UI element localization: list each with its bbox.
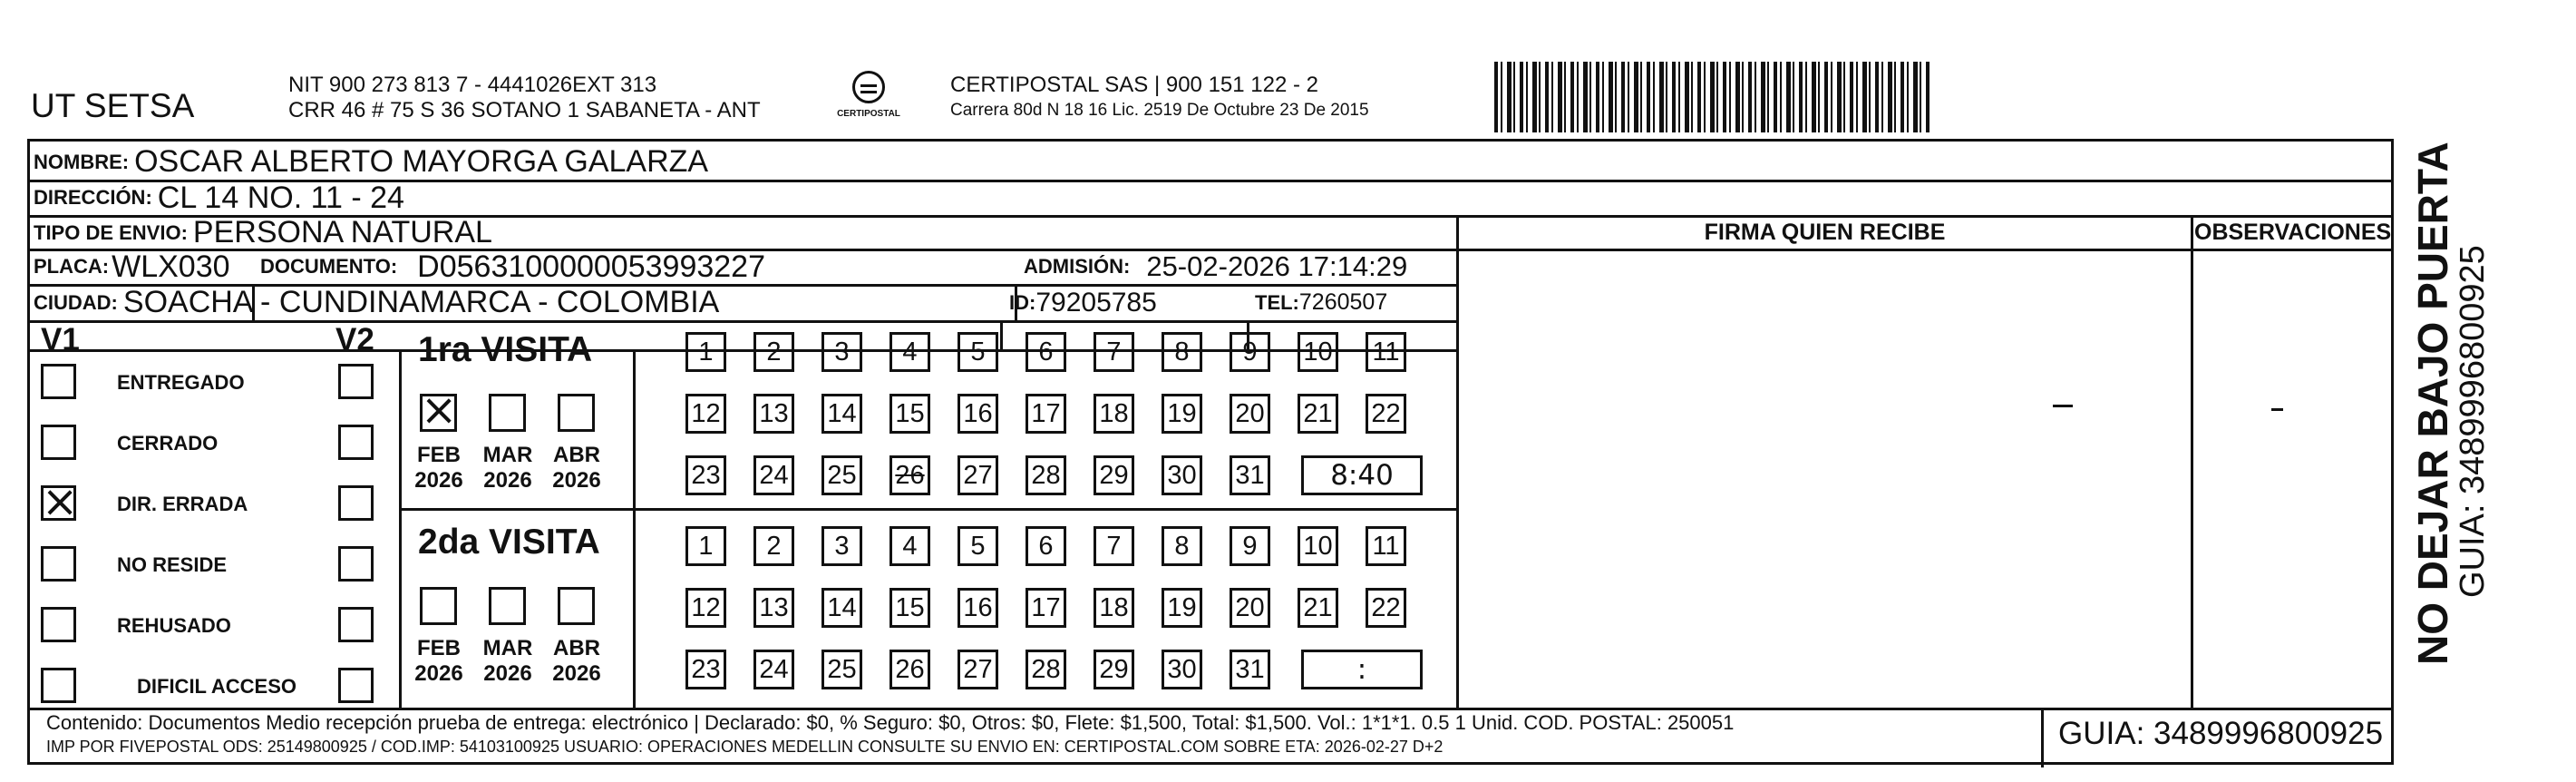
second-visit-day-box[interactable]: 4	[889, 526, 930, 566]
second-visit-day-box[interactable]: 10	[1298, 526, 1338, 566]
first-visit-time-box[interactable]: 8:40	[1301, 455, 1423, 495]
first-visit-title: 1ra VISITA	[418, 330, 593, 369]
second-visit-day-box[interactable]: 15	[889, 588, 930, 628]
admission-value: 25-02-2026 17:14:29	[1146, 250, 1408, 282]
id-label: ID:	[1009, 290, 1036, 314]
company-nit-address	[288, 73, 761, 123]
first-visit-day-box[interactable]: 10	[1298, 332, 1338, 372]
first-visit-day-box[interactable]: 3	[821, 332, 862, 372]
first-visit-day-box[interactable]: 27	[957, 455, 998, 495]
observations-divider	[2191, 215, 2193, 710]
first-visit-day-box[interactable]: 14	[821, 394, 862, 434]
second-visit-month-year	[481, 636, 535, 687]
first-visit-day-box[interactable]: 29	[1094, 455, 1134, 495]
id-divider	[1000, 320, 1003, 351]
second-visit-day-box[interactable]: 25	[821, 650, 862, 689]
tel-value: 7260507	[1298, 289, 1388, 315]
city-label: CIUDAD:	[34, 290, 118, 314]
document-value: D0563100000053993227	[417, 249, 765, 284]
first-visit-day-box[interactable]: 12	[685, 394, 726, 434]
first-visit-year-label: 2026	[552, 468, 601, 493]
first-visit-day-box[interactable]: 6	[1026, 332, 1066, 372]
v1-status-checkbox[interactable]	[41, 425, 76, 460]
first-visit-day-box[interactable]: 17	[1026, 394, 1066, 434]
second-visit-day-box[interactable]: 17	[1026, 588, 1066, 628]
second-visit-title: 2da VISITA	[418, 523, 600, 562]
first-visit-day-box[interactable]: 28	[1026, 455, 1066, 495]
v1-label: V1	[41, 322, 80, 357]
second-visit-year-label: 2026	[414, 661, 463, 686]
barcode	[1494, 62, 1930, 132]
v1-status-checkbox[interactable]	[41, 476, 79, 527]
second-visit-day-box[interactable]: 27	[957, 650, 998, 689]
second-visit-day-box[interactable]: 8	[1162, 526, 1202, 566]
second-visit-day-box[interactable]: 21	[1298, 588, 1338, 628]
delivery-status-label: CERRADO	[117, 432, 219, 455]
observations-title: OBSERVACIONES	[2194, 220, 2392, 245]
second-visit-day-box[interactable]: 11	[1366, 526, 1406, 566]
first-visit-day-box[interactable]: 20	[1230, 394, 1270, 434]
first-visit-day-box[interactable]: 23	[685, 455, 726, 495]
v2-label: V2	[335, 322, 374, 357]
certipostal-logo	[836, 71, 901, 136]
first-visit-day-box[interactable]: 25	[821, 455, 862, 495]
first-visit-month-checkbox[interactable]	[489, 394, 526, 432]
first-visit-month-year	[549, 443, 604, 494]
carrier-name: CERTIPOSTAL SAS | 900 151 122 - 2	[950, 73, 1318, 97]
footer-guide-number: GUIA: 3489996800925	[2058, 716, 2384, 751]
second-visit-day-box[interactable]: 23	[685, 650, 726, 689]
second-visit-month-label: MAR	[482, 636, 533, 660]
logo-text: CERTIPOSTAL	[837, 109, 900, 119]
second-visit-month-checkbox[interactable]	[489, 587, 526, 625]
signature-divider	[1456, 215, 1459, 710]
company-address: CRR 46 # 75 S 36 SOTANO 1 SABANETA - ANT	[288, 98, 761, 122]
delivery-status-label: DIR. ERRADA	[117, 493, 248, 515]
second-visit-day-box[interactable]: 30	[1162, 650, 1202, 689]
second-visit-day-box[interactable]: 3	[821, 526, 862, 566]
status-divider	[399, 349, 402, 709]
second-visit-day-box[interactable]: 6	[1026, 526, 1066, 566]
second-visit-time-box[interactable]: :	[1301, 650, 1423, 689]
document-field	[260, 249, 765, 284]
v2-status-checkbox[interactable]	[338, 364, 374, 399]
v1-status-checkbox[interactable]	[41, 364, 76, 399]
address-field	[34, 181, 404, 215]
carrier-license: Carrera 80d N 18 16 Lic. 2519 De Octubre 23 De 2015	[950, 101, 1369, 120]
first-visit-day-box[interactable]: 7	[1094, 332, 1134, 372]
first-visit-day-box[interactable]: 5	[957, 332, 998, 372]
delivery-status-label: REHUSADO	[117, 614, 231, 637]
second-visit-day-box[interactable]: 9	[1230, 526, 1270, 566]
carrier-info	[950, 73, 1369, 123]
first-visit-day-box[interactable]: 30	[1162, 455, 1202, 495]
admission-label: ADMISIÓN:	[1024, 255, 1131, 278]
v1-status-checkbox[interactable]	[41, 546, 76, 582]
first-visit-day-box[interactable]: 1	[685, 332, 726, 372]
second-visit-month-checkbox[interactable]	[420, 587, 457, 625]
plate-label: PLACA:	[34, 255, 110, 278]
second-visit-day-box[interactable]: 31	[1230, 650, 1270, 689]
v1-status-checkbox[interactable]	[41, 668, 76, 703]
second-visit-day-box[interactable]: 5	[957, 526, 998, 566]
second-visit-year-label: 2026	[483, 661, 532, 686]
first-visit-day-box[interactable]: 31	[1230, 455, 1270, 495]
company-nit: NIT 900 273 813 7 - 4441026EXT 313	[288, 73, 657, 97]
plate-value: WLX030	[112, 249, 230, 284]
print-details: IMP POR FIVEPOSTAL ODS: 25149800925 / COD.IMP: 54103100925 USUARIO: OPERACIONES MEDELLIN CONSULTE SU ENVIO EN: CERTIPOSTAL.COM SOBRE ETA: 2026-02-27 D+2	[46, 738, 1444, 756]
admission-field	[1024, 249, 1407, 284]
second-visit-day-box[interactable]: 7	[1094, 526, 1134, 566]
first-visit-day-box[interactable]: 26	[889, 455, 930, 495]
second-visit-day-box[interactable]: 1	[685, 526, 726, 566]
company-name: UT SETSA	[31, 87, 195, 124]
recipient-name-label: NOMBRE:	[34, 150, 130, 173]
tel-label: TEL:	[1255, 290, 1299, 314]
first-visit-day-box[interactable]: 2	[753, 332, 794, 372]
first-visit-year-label: 2026	[483, 468, 532, 493]
address-value: CL 14 NO. 11 - 24	[157, 180, 404, 215]
footer-guide-divider	[2041, 708, 2044, 767]
recipient-name: OSCAR ALBERTO MAYORGA GALARZA	[134, 144, 709, 179]
recipient-name-field	[34, 144, 708, 180]
second-visit-day-box[interactable]: 18	[1094, 588, 1134, 628]
plate-field	[34, 249, 230, 284]
tel-field	[1255, 285, 1387, 320]
shipment-contents: Contenido: Documentos Medio recepción prueba de entrega: electrónico | Declarado: $0, % Seguro: $0, Otros: $0, Flete: $1,500, Total: $1,500. Vol.: 1*1*1. 0.5 1 Unid. COD. POSTAL: 250051	[46, 711, 1735, 734]
observation-mark	[2271, 408, 2283, 411]
first-visit-month-label: MAR	[482, 443, 533, 467]
first-visit-day-box[interactable]: 16	[957, 394, 998, 434]
delivery-status-label: NO RESIDE	[117, 553, 228, 576]
row-divider	[30, 320, 1456, 323]
address-label: DIRECCIÓN:	[34, 186, 152, 209]
second-visit-day-box[interactable]: 28	[1026, 650, 1066, 689]
v2-status-checkbox[interactable]	[338, 668, 374, 703]
second-visit-day-box[interactable]: 19	[1162, 588, 1202, 628]
first-visit-day-box[interactable]: 15	[889, 394, 930, 434]
second-visit-day-box[interactable]: 29	[1094, 650, 1134, 689]
shipping-type-label: TIPO DE ENVIO:	[34, 220, 188, 244]
first-visit-month-checkbox[interactable]	[558, 394, 595, 432]
first-visit-day-box[interactable]: 13	[753, 394, 794, 434]
no-leave-under-door-warning: NO DEJAR BAJO PUERTA	[2409, 142, 2456, 665]
second-visit-year-label: 2026	[552, 661, 601, 686]
side-guide-number: GUIA: 3489996800925	[2454, 245, 2492, 598]
month-divider	[633, 349, 636, 709]
second-visit-day-box[interactable]: 20	[1230, 588, 1270, 628]
shipping-type-field	[34, 216, 492, 249]
first-visit-year-label: 2026	[414, 468, 463, 493]
second-visit-day-box[interactable]: 14	[821, 588, 862, 628]
first-visit-month-label: FEB	[417, 443, 461, 467]
shipping-type-value: PERSONA NATURAL	[192, 215, 492, 249]
first-visit-month-year	[481, 443, 535, 494]
second-visit-month-label: FEB	[417, 636, 461, 660]
visit-divider	[399, 508, 1456, 511]
first-visit-day-box[interactable]: 9	[1230, 332, 1270, 372]
document-label: DOCUMENTO:	[260, 255, 398, 278]
second-visit-day-box[interactable]: 2	[753, 526, 794, 566]
first-visit-day-box[interactable]: 19	[1162, 394, 1202, 434]
first-visit-month-year	[412, 443, 466, 494]
v2-status-checkbox[interactable]	[338, 546, 374, 582]
second-visit-day-box[interactable]: 26	[889, 650, 930, 689]
first-visit-day-box[interactable]: 24	[753, 455, 794, 495]
logo-circle-icon	[852, 71, 885, 103]
second-visit-day-box[interactable]: 13	[753, 588, 794, 628]
second-visit-month-year	[549, 636, 604, 687]
footer-divider	[30, 708, 2391, 710]
first-visit-day-box[interactable]: 8	[1162, 332, 1202, 372]
first-visit-day-box[interactable]: 22	[1366, 394, 1406, 434]
shipping-form	[27, 139, 2394, 765]
checked-x-icon: ×	[421, 385, 458, 435]
second-visit-day-box[interactable]: 12	[685, 588, 726, 628]
checked-x-icon: ×	[42, 476, 79, 527]
delivery-status-label: ENTREGADO	[117, 371, 245, 394]
second-visit-day-box[interactable]: 16	[957, 588, 998, 628]
first-visit-day-box[interactable]: 11	[1366, 332, 1406, 372]
signature-mark	[2053, 405, 2073, 407]
second-visit-day-box[interactable]: 22	[1366, 588, 1406, 628]
city-field	[34, 285, 719, 320]
delivery-status-label: DIFICIL ACCESO	[137, 675, 297, 698]
v2-status-checkbox[interactable]	[338, 425, 374, 460]
first-visit-day-box[interactable]: 4	[889, 332, 930, 372]
v2-status-checkbox[interactable]	[338, 607, 374, 642]
first-visit-day-box[interactable]: 21	[1298, 394, 1338, 434]
first-visit-month-checkbox[interactable]	[420, 385, 458, 435]
v1-status-checkbox[interactable]	[41, 607, 76, 642]
receiver-signature-title: FIRMA QUIEN RECIBE	[1704, 220, 1946, 245]
second-visit-day-box[interactable]: 24	[753, 650, 794, 689]
v2-status-checkbox[interactable]	[338, 485, 374, 521]
second-visit-month-year	[412, 636, 466, 687]
id-field	[1009, 285, 1157, 320]
id-value: 79205785	[1035, 287, 1157, 318]
header	[0, 0, 2576, 136]
second-visit-month-label: ABR	[553, 636, 600, 660]
first-visit-month-label: ABR	[553, 443, 600, 467]
first-visit-day-box[interactable]: 18	[1094, 394, 1134, 434]
city-value: SOACHA - CUNDINAMARCA - COLOMBIA	[122, 285, 720, 319]
second-visit-month-checkbox[interactable]	[558, 587, 595, 625]
